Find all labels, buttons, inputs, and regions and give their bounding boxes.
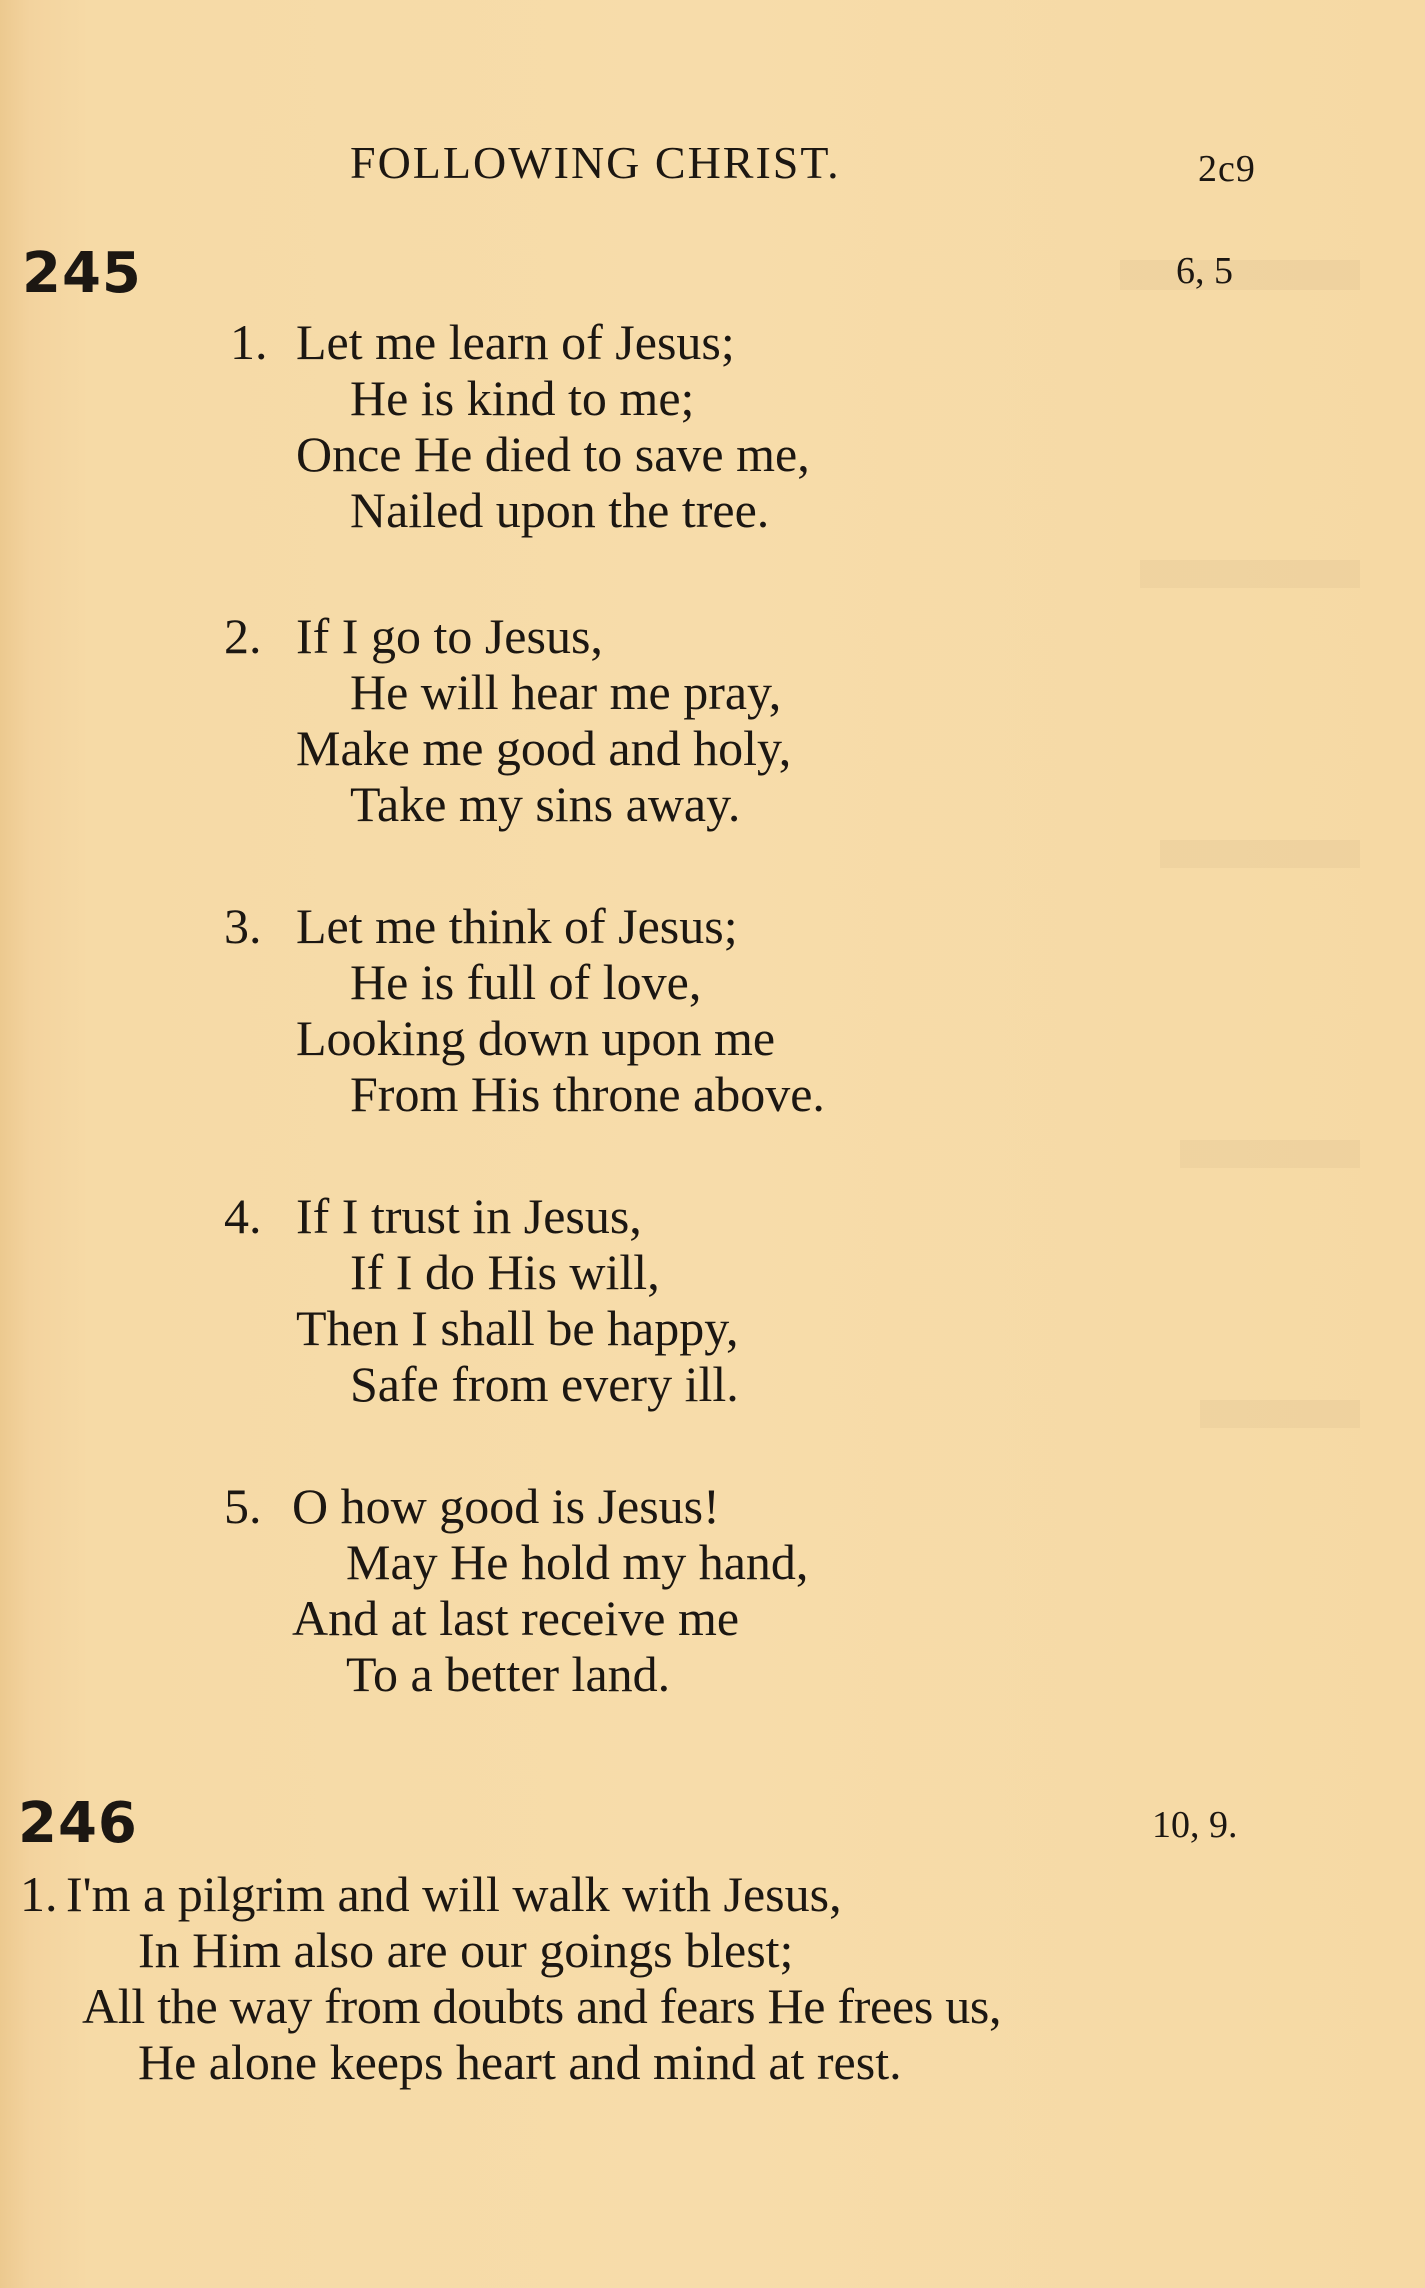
verse-line: O how good is Jesus!	[292, 1478, 720, 1534]
verse-line: Make me good and holy,	[296, 720, 792, 776]
verse-number: 2.	[224, 608, 262, 664]
verse-line: I'm a pilgrim and will walk with Jesus,	[66, 1866, 842, 1922]
verse-line: If I trust in Jesus,	[296, 1188, 642, 1244]
verse-line: To a better land.	[346, 1646, 671, 1702]
verse-line: He is kind to me;	[350, 370, 695, 426]
verse-line: Let me think of Jesus;	[296, 898, 738, 954]
verse-line: Once He died to save me,	[296, 426, 810, 482]
verse-line: Take my sins away.	[350, 776, 741, 832]
verse-number: 3.	[224, 898, 262, 954]
verse-line: May He hold my hand,	[346, 1534, 809, 1590]
verse-number: 1.	[230, 314, 268, 370]
hymn-meter: 6, 5	[1176, 250, 1233, 292]
page-number: 2c9	[1198, 148, 1256, 190]
verse-line: Let me learn of Jesus;	[296, 314, 735, 370]
hymn-number: 246	[18, 1791, 138, 1856]
running-head: FOLLOWING CHRIST.	[350, 137, 841, 188]
verse-number: 4.	[224, 1188, 262, 1244]
verse-line: He alone keeps heart and mind at rest.	[138, 2034, 902, 2090]
verse-line: He will hear me pray,	[350, 664, 782, 720]
verse-line: And at last receive me	[292, 1590, 740, 1646]
verse-line: Then I shall be happy,	[296, 1300, 739, 1356]
verse-line: Nailed upon the tree.	[350, 482, 770, 538]
verse-line: If I go to Jesus,	[296, 608, 603, 664]
verse-line: If I do His will,	[350, 1244, 660, 1300]
verse-line: Safe from every ill.	[350, 1356, 739, 1412]
verse-line: From His throne above.	[350, 1066, 825, 1122]
verse-line: He is full of love,	[350, 954, 702, 1010]
verse-number: 5.	[224, 1478, 262, 1534]
verse-line: Looking down upon me	[296, 1010, 776, 1066]
verse-line: In Him also are our goings blest;	[138, 1922, 794, 1978]
verse-line: All the way from doubts and fears He frees us,	[82, 1978, 1002, 2034]
hymn-number: 245	[22, 241, 142, 306]
verse-number: 1.	[20, 1866, 58, 1922]
hymn-meter: 10, 9.	[1152, 1804, 1238, 1846]
